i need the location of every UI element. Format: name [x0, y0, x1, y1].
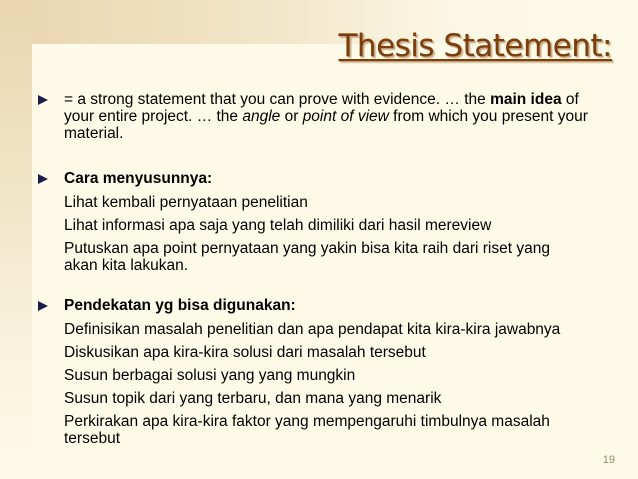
main-idea-text: main idea: [490, 91, 562, 108]
bullet-icon: [38, 174, 48, 184]
section-heading-cara: Cara menyusunnya:: [64, 170, 213, 187]
decorative-left-band: [0, 0, 32, 479]
list-item: Perkirakan apa kira-kira faktor yang mempengaruhi timbulnya masalah tersebut: [64, 413, 550, 447]
list-item: Diskusikan apa kira-kira solusi dari masalah tersebut: [64, 344, 426, 361]
list-item: Lihat informasi apa saja yang telah dimiliki dari hasil mereview: [64, 217, 492, 234]
list-item: Lihat kembali pernyataan penelitian: [64, 194, 308, 211]
slide-title: Thesis Statement:: [338, 28, 612, 64]
bullet-icon: [38, 301, 48, 311]
page-number: 19: [602, 454, 615, 466]
list-item: Putuskan apa point pernyataan yang yakin bisa kita raih dari riset yang akan kita lakukan.: [64, 240, 550, 274]
list-item: Susun berbagai solusi yang yang mungkin: [64, 367, 356, 384]
definition-paragraph: = a strong statement that you can prove with evidence. … the main idea of your entire project. … the angle or point of view from which you present your material.: [64, 91, 588, 142]
list-item: Definisikan masalah penelitian dan apa pendapat kita kira-kira jawabnya: [64, 321, 561, 338]
section-heading-pendekatan: Pendekatan yg bisa digunakan:: [64, 297, 296, 314]
list-item: Susun topik dari yang terbaru, dan mana yang menarik: [64, 390, 442, 407]
bullet-icon: [38, 95, 48, 105]
